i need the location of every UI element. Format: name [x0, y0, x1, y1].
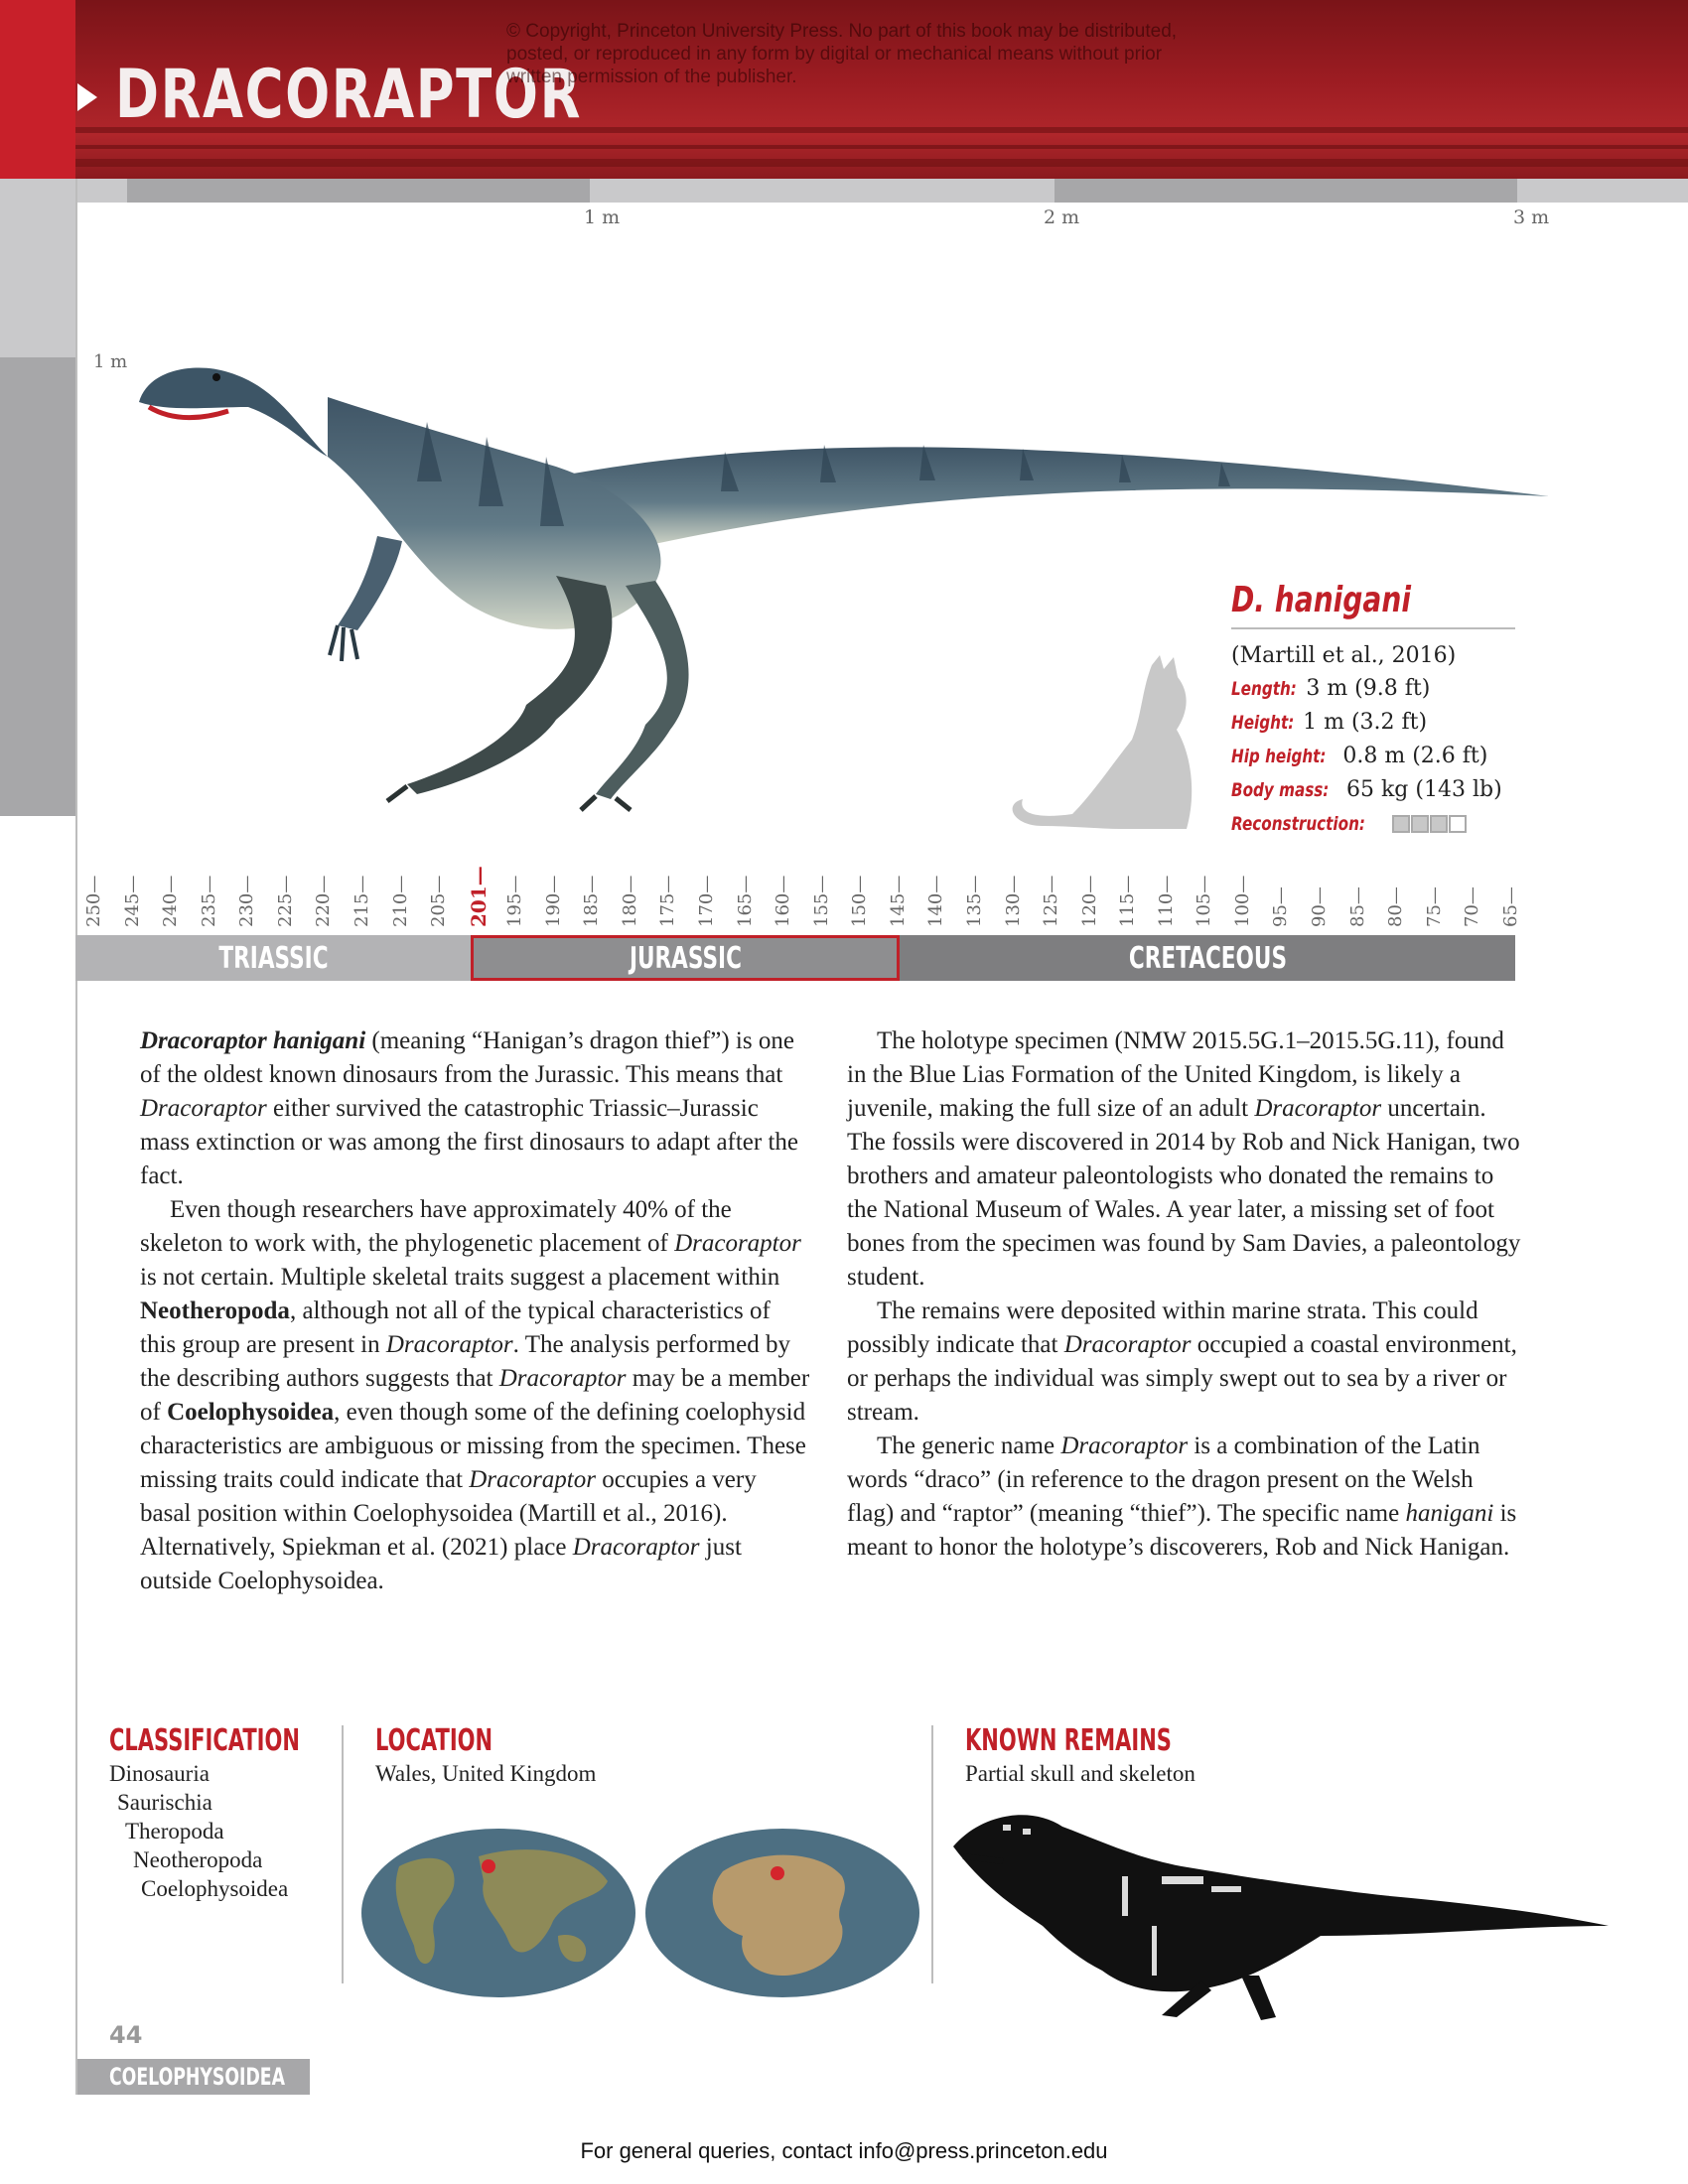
- arrow-icon: [77, 83, 97, 111]
- timeline-tick: 145—: [887, 875, 909, 927]
- timeline-tick: 230—: [236, 875, 258, 927]
- timeline-tick: 155—: [810, 875, 832, 927]
- paragraph: Even though researchers have approximately 40% of the skeleton to work with, the phylogenetic placement of Dracoraptor is not certain. Multiple skeletal traits suggest a placement within Neotheropoda, although not all of the typical characteristics of this group are present in Dracoraptor. The analysis performed by the describing authors suggests that Dracoraptor may be a member of Coelophysoidea, even though some of the defining coelophysid characteristics are ambiguous or missing from the specimen. These missing traits could indicate that Dracoraptor occupies a very basal position within Coelophysoidea (Martill et al., 2016). Alternatively, Spiekman et al. (2021) place Dracoraptor just outside Coelophysoidea.: [140, 1196, 810, 1594]
- timeline-tick: 170—: [696, 875, 718, 927]
- timeline-tick: 240—: [160, 875, 182, 927]
- hip-height-value: 0.8 m (2.6 ft): [1342, 744, 1488, 768]
- known-remains-heading: KNOWN REMAINS: [965, 1723, 1172, 1758]
- period-cretaceous: CRETACEOUS: [900, 935, 1515, 981]
- species-info: [1231, 580, 1515, 841]
- height-scale-label: 1 m: [93, 351, 128, 372]
- copyright-notice: © Copyright, Princeton University Press. No part of this book may be distributed, posted, or reproduced in any form by digital or mechanical means without prior written permission of the publisher.: [506, 21, 1178, 87]
- timeline-tick: 110—: [1155, 875, 1177, 927]
- timeline-tick: 130—: [1002, 875, 1024, 927]
- paragraph: The generic name Dracoraptor is a combination of the Latin words “draco” (in reference to the dragon present on the Welsh flag) and “raptor” (meaning “thief”). The specific name hanigani is meant to honor the holotype’s discoverers, Rob and Nick Hanigan.: [847, 1433, 1517, 1561]
- timeline-tick: 175—: [657, 875, 679, 927]
- timeline-tick: 185—: [581, 875, 603, 927]
- timeline-tick: 85—: [1346, 887, 1368, 927]
- contact-line: For general queries, contact info@press.princeton.edu: [580, 2138, 1108, 2163]
- timeline-tick: 140—: [925, 875, 947, 927]
- body-mass-label: Body mass:: [1231, 779, 1330, 801]
- period-jurassic: JURASSIC: [471, 935, 900, 981]
- species-divider: [1231, 627, 1515, 629]
- timeline-tick: 205—: [428, 875, 450, 927]
- classification-level: Dinosauria: [109, 1761, 210, 1786]
- timeline-tick: 80—: [1385, 887, 1407, 927]
- hip-height-label: Hip height:: [1231, 746, 1327, 767]
- timeline-tick: 135—: [963, 875, 985, 927]
- ancient-world-map: [643, 1827, 921, 2000]
- reconstruction-box: [1430, 815, 1448, 833]
- timeline-tick: 100—: [1231, 875, 1253, 927]
- height-label: Height:: [1231, 712, 1295, 734]
- length-value: 3 m (9.8 ft): [1306, 676, 1431, 701]
- timeline-tick: 165—: [734, 875, 756, 927]
- height-value: 1 m (3.2 ft): [1303, 710, 1428, 735]
- column-divider: [931, 1725, 933, 1983]
- location-heading: LOCATION: [375, 1723, 493, 1758]
- skeletal-silhouette: [943, 1787, 1618, 2025]
- timeline-tick: 250—: [83, 875, 104, 927]
- section-tag: COELOPHYSOIDEA: [77, 2059, 310, 2095]
- classification-list: [109, 1759, 288, 1903]
- scale-label-3m: 3 m: [1513, 206, 1550, 228]
- timeline-tick: 150—: [849, 875, 871, 927]
- timeline-tick: 115—: [1117, 875, 1139, 927]
- side-bar: [0, 179, 75, 357]
- scale-label-2m: 2 m: [1044, 206, 1080, 228]
- page-title: DRACORAPTOR: [115, 56, 582, 134]
- reconstruction-box: [1411, 815, 1429, 833]
- banner-accent: [0, 0, 75, 179]
- reconstruction-rating: [1392, 811, 1468, 836]
- timeline-tick: 201—: [466, 866, 491, 927]
- body-mass-value: 65 kg (143 lb): [1345, 777, 1502, 802]
- modern-world-map: [359, 1827, 637, 2000]
- timeline-tick: 220—: [313, 875, 335, 927]
- timeline-tick: 75—: [1423, 887, 1445, 927]
- timeline-tick: 195—: [504, 875, 526, 927]
- classification-level: Theropoda: [125, 1819, 224, 1843]
- timeline-tick: 105—: [1194, 875, 1215, 927]
- reconstruction-box: [1392, 815, 1410, 833]
- timeline-tick: 95—: [1270, 887, 1292, 927]
- reconstruction-label: Reconstruction:: [1231, 813, 1365, 835]
- timeline-tick: 120—: [1078, 875, 1100, 927]
- scale-bar: [75, 179, 1688, 203]
- timeline-tick: 245—: [121, 875, 143, 927]
- paragraph: The remains were deposited within marine strata. This could possibly indicate that Dracoraptor occupied a coastal environment, or perhaps the individual was simply swept out to sea by a river or stream.: [847, 1297, 1517, 1426]
- timeline-tick: 190—: [542, 875, 564, 927]
- timeline-tick: 235—: [198, 875, 219, 927]
- side-bar-dark: [0, 357, 75, 816]
- cat-silhouette: [1003, 655, 1211, 834]
- timeline-tick: 210—: [389, 875, 411, 927]
- classification-level: Coelophysoidea: [141, 1876, 289, 1901]
- geologic-periods: [75, 935, 1515, 981]
- classification-level: Saurischia: [117, 1790, 212, 1815]
- timeline-tick: 225—: [274, 875, 296, 927]
- scale-label-1m: 1 m: [584, 206, 621, 228]
- classification-level: Neotheropoda: [133, 1847, 263, 1872]
- page-number: 44: [109, 2021, 143, 2049]
- timeline-tick: 215—: [351, 875, 372, 927]
- paragraph: The holotype specimen (NMW 2015.5G.1–2015.5G.11), found in the Blue Lias Formation of the United Kingdom, is likely a juvenile, making the full size of an adult Dracoraptor uncertain. The fossils were discovered in 2014 by Rob and Nick Hanigan, two brothers and amateur paleontologists who donated the remains to the National Museum of Wales. A year later, a missing set of foot bones from the specimen was found by Sam Davies, a paleontology student.: [847, 1027, 1521, 1291]
- timeline-tick: 125—: [1041, 875, 1062, 927]
- known-remains-value: Partial skull and skeleton: [965, 1761, 1196, 1786]
- classification-heading: CLASSIFICATION: [109, 1723, 300, 1758]
- body-text-left: [140, 1024, 811, 1598]
- timeline-tick: 65—: [1499, 887, 1521, 927]
- column-divider: [342, 1725, 344, 1983]
- header-banner: [0, 0, 1688, 179]
- period-triassic: TRIASSIC: [75, 935, 471, 981]
- page-margin-line: [75, 179, 77, 2095]
- timeline-tick: 70—: [1462, 887, 1483, 927]
- species-name: D. hanigani: [1231, 580, 1411, 620]
- location-value: Wales, United Kingdom: [375, 1761, 597, 1786]
- timeline-tick: 160—: [773, 875, 794, 927]
- paragraph: Dracoraptor hanigani (meaning “Hanigan’s dragon thief”) is one of the oldest known dinosaurs from the Jurassic. This means that Dracoraptor either survived the catastrophic Triassic–Jurassic mass extinction or was among the first dinosaurs to adapt after the fact.: [140, 1027, 799, 1189]
- reconstruction-box: [1449, 815, 1467, 833]
- body-text-right: [847, 1024, 1522, 1565]
- length-label: Length:: [1231, 678, 1297, 700]
- species-authority: (Martill et al., 2016): [1231, 643, 1457, 668]
- timeline-tick: 180—: [619, 875, 640, 927]
- geologic-timeline-ticks: [75, 866, 1521, 935]
- timeline-tick: 90—: [1309, 887, 1331, 927]
